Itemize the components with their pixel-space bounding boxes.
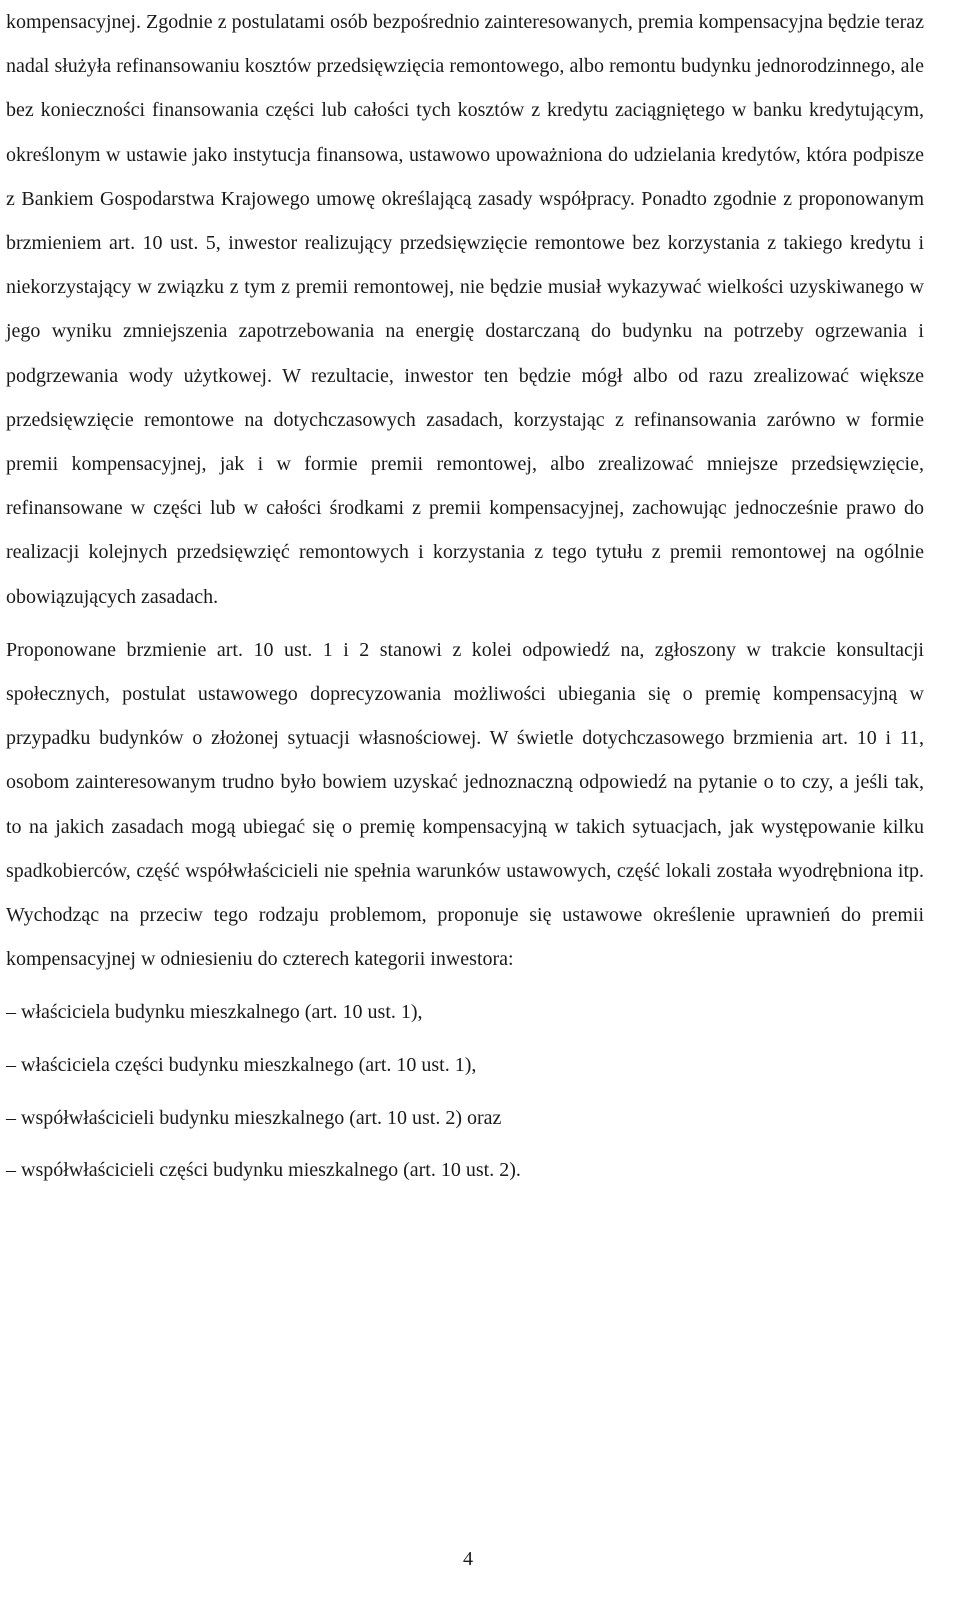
list-item: – współwłaścicieli części budynku mieszkalnego (art. 10 ust. 2). — [6, 1159, 521, 1182]
body-paragraph: kompensacyjnej. Zgodnie z postulatami osób bezpośrednio zainteresowanych, premia kompensacyjna będzie teraz nadal służyła refinansowaniu kosztów przedsięwzięcia remontowego, albo remontu budynku jednorodzinnego, ale bez konieczności finansowania części lub całości tych kosztów z kredytu zaciągniętego w banku kredytującym, określonym w ustawie jako instytucja finansowa, ustawowo upoważniona do udzielania kredytów, która podpisze z Bankiem Gospodarstwa Krajowego umowę określającą zasady współpracy. Ponadto zgodnie z proponowanym brzmieniem art. 10 ust. 5, inwestor realizujący przedsięwzięcie remontowe bez korzystania z takiego kredytu i niekorzystający w związku z tym z premii remontowej, nie będzie musiał wykazywać wielkości uzyskiwanego w jego wyniku zmniejszenia zapotrzebowania na energię dostarczaną do budynku na potrzeby ogrzewania i podgrzewania wody użytkowej. W rezultacie, inwestor ten będzie mógł albo od razu zrealizować większe przedsięwzięcie remontowe na dotychczasowych zasadach, korzystając z refinansowania zarówno w formie premii kompensacyjnej, jak i w formie premii remontowej, albo zrealizować mniejsze przedsięwzięcie, refinansowane w części lub w całości środkami z premii kompensacyjnej, zachowując jednocześnie prawo do realizacji kolejnych przedsięwzięć remontowych i korzystania z tego tytułu z premii remontowej na ogólnie obowiązujących zasadach. — [6, 11, 924, 608]
list-item: – właściciela części budynku mieszkalnego (art. 10 ust. 1), — [6, 1054, 477, 1077]
page-number: 4 — [463, 1548, 473, 1570]
list-item: – właściciela budynku mieszkalnego (art. 10 ust. 1), — [6, 1001, 423, 1024]
document-page — [6, 0, 924, 1197]
list-item: – współwłaścicieli budynku mieszkalnego (art. 10 ust. 2) oraz — [6, 1106, 502, 1129]
investor-category-list — [6, 986, 924, 1196]
body-paragraph: Proponowane brzmienie art. 10 ust. 1 i 2 stanowi z kolei odpowiedź na, zgłoszony w trakcie konsultacji społecznych, postulat ustawowego doprecyzowania możliwości ubiegania się o premię kompensacyjną w przypadku budynków o złożonej sytuacji własnościowej. W świetle dotychczasowego brzmienia art. 10 i 11, osobom zainteresowanym trudno było bowiem uzyskać jednoznaczną odpowiedź na pytanie o to czy, a jeśli tak, to na jakich zasadach mogą ubiegać się o premię kompensacyjną w takich sytuacjach, jak występowanie kilku spadkobierców, część współwłaścicieli nie spełnia warunków ustawowych, część lokali została wyodrębniona itp. Wychodząc na przeciw tego rodzaju problemom, proponuje się ustawowe określenie uprawnień do premii kompensacyjnej w odniesieniu do czterech kategorii inwestora: — [6, 638, 924, 971]
